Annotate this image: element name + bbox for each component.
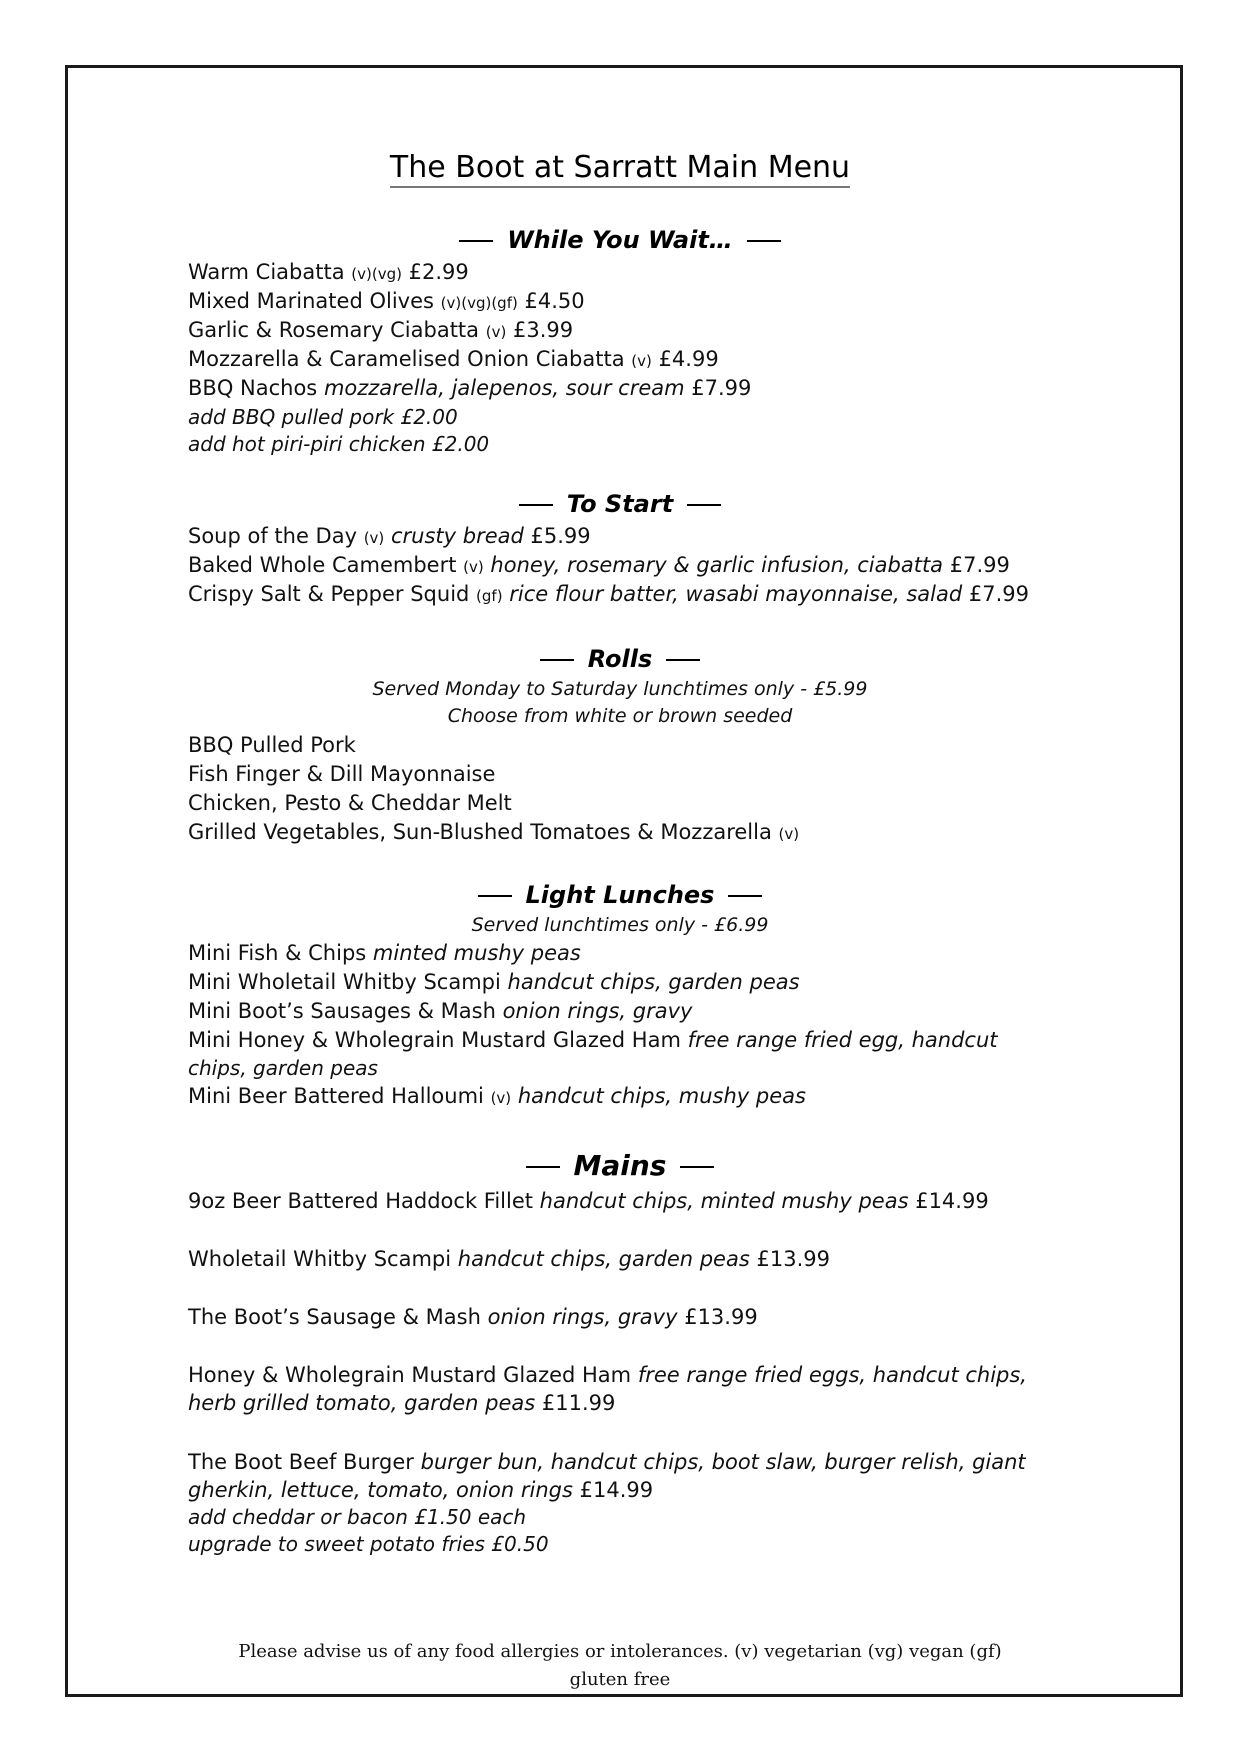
menu-item: BBQ Nachos mozzarella, jalepenos, sour cream £7.99 [188,376,752,400]
menu-item: The Boot’s Sausage & Mash onion rings, gravy £13.99 [188,1305,758,1329]
menu-item: Mini Boot’s Sausages & Mash onion rings, gravy [188,999,693,1023]
rolls-subtitle: Served Monday to Saturday lunchtimes only - £5.99 [372,678,868,700]
rolls-subtitle-2: Choose from white or brown seeded [447,705,793,727]
menu-item-desc-cont: gherkin, lettuce, tomato, onion rings £14.99 [188,1478,654,1502]
menu-item: Chicken, Pesto & Cheddar Melt [188,791,512,815]
allergy-notice-line: gluten free [569,1669,671,1690]
menu-item: Garlic & Rosemary Ciabatta (v) £3.99 [188,318,574,342]
menu-item-desc-cont: herb grilled tomato, garden peas £11.99 [188,1391,616,1415]
section-heading-to-start: To Start [0,490,1240,518]
menu-extra: add cheddar or bacon £1.50 each [188,1505,527,1529]
menu-item: Mini Wholetail Whitby Scampi handcut chips, garden peas [188,970,800,994]
menu-item: Mini Fish & Chips minted mushy peas [188,941,581,965]
section-heading-rolls: Rolls [0,645,1240,673]
section-heading-while-you-wait: While You Wait… [0,226,1240,254]
page-title-text: The Boot at Sarratt Main Menu [390,150,850,188]
light-lunches-subtitle: Served lunchtimes only - £6.99 [471,914,769,936]
menu-extra: upgrade to sweet potato fries £0.50 [188,1532,549,1556]
menu-item: Honey & Wholegrain Mustard Glazed Ham free range fried eggs, handcut chips, [188,1363,1027,1387]
menu-item: Grilled Vegetables, Sun-Blushed Tomatoes & Mozzarella (v) [188,820,800,844]
menu-item: 9oz Beer Battered Haddock Fillet handcut chips, minted mushy peas £14.99 [188,1189,989,1213]
menu-item: Mozzarella & Caramelised Onion Ciabatta (v) £4.99 [188,347,719,371]
page-title [0,150,1240,185]
allergy-notice-line: Please advise us of any food allergies or intolerances. (v) vegetarian (vg) vegan (gf) [238,1641,1002,1662]
menu-extra: add BBQ pulled pork £2.00 [188,405,458,429]
menu-item: Warm Ciabatta (v)(vg) £2.99 [188,260,469,284]
menu-item: Wholetail Whitby Scampi handcut chips, garden peas £13.99 [188,1247,830,1271]
menu-item: Baked Whole Camembert (v) honey, rosemary & garlic infusion, ciabatta £7.99 [188,553,1010,577]
menu-item: Crispy Salt & Pepper Squid (gf) rice flour batter, wasabi mayonnaise, salad £7.99 [188,582,1030,606]
menu-item: Mini Beer Battered Halloumi (v) handcut chips, mushy peas [188,1084,806,1108]
menu-item: Fish Finger & Dill Mayonnaise [188,762,496,786]
section-heading-mains: Mains [0,1149,1240,1182]
menu-item-desc-cont: chips, garden peas [188,1056,378,1080]
menu-item: Mini Honey & Wholegrain Mustard Glazed Ham free range fried egg, handcut [188,1028,998,1052]
menu-item: BBQ Pulled Pork [188,733,356,757]
menu-item: Mixed Marinated Olives (v)(vg)(gf) £4.50 [188,289,585,313]
menu-item: Soup of the Day (v) crusty bread £5.99 [188,524,591,548]
menu-item: The Boot Beef Burger burger bun, handcut chips, boot slaw, burger relish, giant [188,1450,1026,1474]
menu-extra: add hot piri-piri chicken £2.00 [188,432,490,456]
allergy-notice [0,1638,1240,1694]
section-heading-light-lunches: Light Lunches [0,881,1240,909]
